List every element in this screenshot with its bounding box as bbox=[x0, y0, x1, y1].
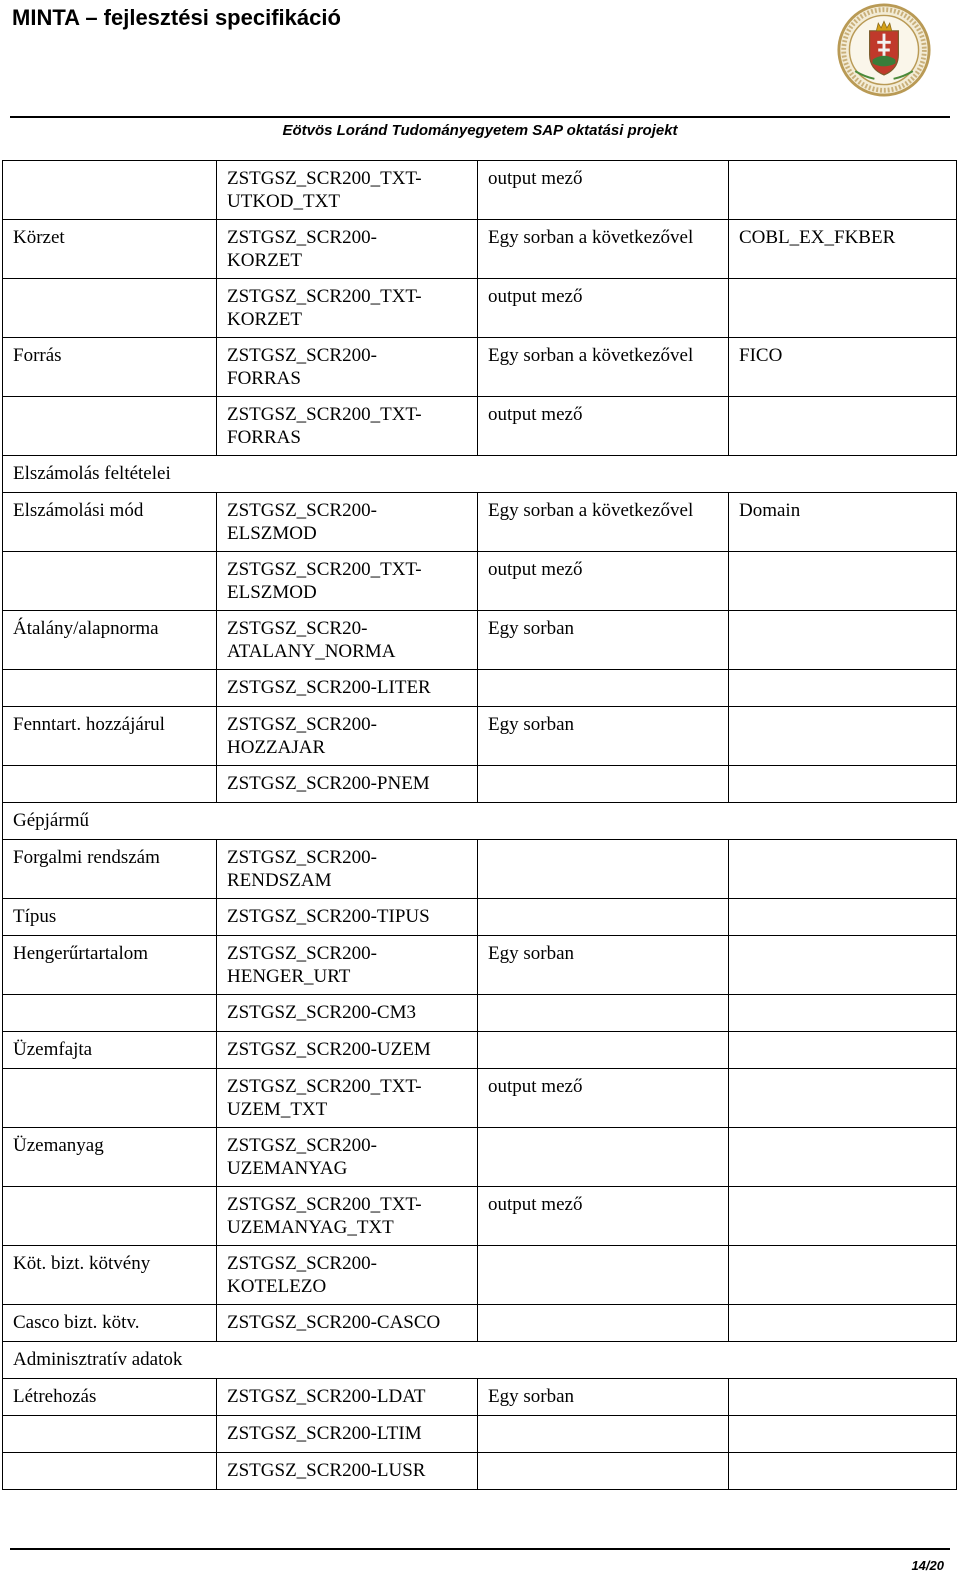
display-cell: Egy sorban bbox=[478, 611, 729, 670]
reference-cell: Domain bbox=[729, 493, 957, 552]
reference-cell bbox=[729, 1379, 957, 1416]
table-row bbox=[3, 1187, 957, 1246]
table-row bbox=[3, 1069, 957, 1128]
display-cell bbox=[478, 1032, 729, 1069]
field-label-cell bbox=[3, 670, 217, 707]
reference-cell bbox=[729, 552, 957, 611]
screen-field-cell: ZSTGSZ_SCR200_TXT- UZEM_TXT bbox=[217, 1069, 478, 1128]
screen-field-cell: ZSTGSZ_SCR200- HOZZAJAR bbox=[217, 707, 478, 766]
display-cell bbox=[478, 995, 729, 1032]
field-label-cell: Létrehozás bbox=[3, 1379, 217, 1416]
section-row bbox=[3, 1342, 957, 1379]
screen-field-cell: ZSTGSZ_SCR200-LITER bbox=[217, 670, 478, 707]
university-seal-icon bbox=[836, 2, 932, 98]
display-cell: Egy sorban bbox=[478, 707, 729, 766]
reference-cell bbox=[729, 1246, 957, 1305]
display-cell: output mező bbox=[478, 552, 729, 611]
table-row bbox=[3, 707, 957, 766]
section-row bbox=[3, 456, 957, 493]
display-cell: output mező bbox=[478, 1069, 729, 1128]
field-label-cell: Körzet bbox=[3, 220, 217, 279]
header-divider bbox=[10, 116, 950, 118]
page-number: 14/20 bbox=[911, 1558, 944, 1573]
screen-field-cell: ZSTGSZ_SCR200-UZEM bbox=[217, 1032, 478, 1069]
table-row bbox=[3, 1305, 957, 1342]
display-cell: Egy sorban bbox=[478, 1379, 729, 1416]
display-cell: output mező bbox=[478, 161, 729, 220]
table-row bbox=[3, 611, 957, 670]
screen-field-cell: ZSTGSZ_SCR200- KOTELEZO bbox=[217, 1246, 478, 1305]
field-label-cell bbox=[3, 1416, 217, 1453]
reference-cell: COBL_EX_FKBER bbox=[729, 220, 957, 279]
table-row bbox=[3, 899, 957, 936]
table-row bbox=[3, 995, 957, 1032]
table-row bbox=[3, 552, 957, 611]
reference-cell bbox=[729, 1069, 957, 1128]
table-row bbox=[3, 1453, 957, 1490]
field-label-cell: Casco bizt. kötv. bbox=[3, 1305, 217, 1342]
display-cell bbox=[478, 1305, 729, 1342]
screen-field-cell: ZSTGSZ_SCR200_TXT- UTKOD_TXT bbox=[217, 161, 478, 220]
reference-cell bbox=[729, 1187, 957, 1246]
display-cell: Egy sorban bbox=[478, 936, 729, 995]
table-row bbox=[3, 397, 957, 456]
table-row bbox=[3, 1416, 957, 1453]
display-cell: output mező bbox=[478, 1187, 729, 1246]
reference-cell bbox=[729, 840, 957, 899]
screen-field-cell: ZSTGSZ_SCR200- ELSZMOD bbox=[217, 493, 478, 552]
field-label-cell bbox=[3, 279, 217, 338]
table-row bbox=[3, 161, 957, 220]
screen-field-cell: ZSTGSZ_SCR200_TXT- FORRAS bbox=[217, 397, 478, 456]
project-subtitle: Eötvös Loránd Tudományegyetem SAP oktatási projekt bbox=[282, 122, 678, 139]
footer-divider bbox=[10, 1548, 950, 1550]
field-label-cell: Forgalmi rendszám bbox=[3, 840, 217, 899]
display-cell bbox=[478, 840, 729, 899]
field-label-cell bbox=[3, 552, 217, 611]
field-specification-table bbox=[2, 160, 957, 1490]
screen-field-cell: ZSTGSZ_SCR20- ATALANY_NORMA bbox=[217, 611, 478, 670]
table-row bbox=[3, 670, 957, 707]
screen-field-cell: ZSTGSZ_SCR200- HENGER_URT bbox=[217, 936, 478, 995]
screen-field-cell: ZSTGSZ_SCR200-TIPUS bbox=[217, 899, 478, 936]
reference-cell bbox=[729, 1416, 957, 1453]
reference-cell bbox=[729, 279, 957, 338]
reference-cell bbox=[729, 1128, 957, 1187]
table-row bbox=[3, 766, 957, 803]
document-title: MINTA – fejlesztési specifikáció bbox=[12, 5, 341, 30]
display-cell bbox=[478, 1416, 729, 1453]
field-label-cell bbox=[3, 1187, 217, 1246]
display-cell: output mező bbox=[478, 279, 729, 338]
reference-cell bbox=[729, 766, 957, 803]
field-label-cell: Fenntart. hozzájárul bbox=[3, 707, 217, 766]
section-row bbox=[3, 803, 957, 840]
display-cell bbox=[478, 1453, 729, 1490]
field-label-cell bbox=[3, 1453, 217, 1490]
display-cell: Egy sorban a következővel bbox=[478, 493, 729, 552]
field-label-cell bbox=[3, 995, 217, 1032]
reference-cell bbox=[729, 707, 957, 766]
table-row bbox=[3, 936, 957, 995]
display-cell bbox=[478, 1246, 729, 1305]
table-row bbox=[3, 840, 957, 899]
screen-field-cell: ZSTGSZ_SCR200-LTIM bbox=[217, 1416, 478, 1453]
section-heading: Gépjármű bbox=[3, 803, 957, 840]
display-cell bbox=[478, 1128, 729, 1187]
display-cell: Egy sorban a következővel bbox=[478, 220, 729, 279]
field-label-cell: Átalány/alapnorma bbox=[3, 611, 217, 670]
section-heading: Adminisztratív adatok bbox=[3, 1342, 957, 1379]
field-label-cell: Elszámolási mód bbox=[3, 493, 217, 552]
screen-field-cell: ZSTGSZ_SCR200- UZEMANYAG bbox=[217, 1128, 478, 1187]
reference-cell bbox=[729, 995, 957, 1032]
screen-field-cell: ZSTGSZ_SCR200- FORRAS bbox=[217, 338, 478, 397]
display-cell bbox=[478, 899, 729, 936]
table-row bbox=[3, 493, 957, 552]
reference-cell bbox=[729, 1032, 957, 1069]
field-label-cell: Üzemfajta bbox=[3, 1032, 217, 1069]
reference-cell: FICO bbox=[729, 338, 957, 397]
reference-cell bbox=[729, 397, 957, 456]
screen-field-cell: ZSTGSZ_SCR200_TXT- ELSZMOD bbox=[217, 552, 478, 611]
screen-field-cell: ZSTGSZ_SCR200-CM3 bbox=[217, 995, 478, 1032]
screen-field-cell: ZSTGSZ_SCR200-LDAT bbox=[217, 1379, 478, 1416]
field-label-cell: Hengerűrtartalom bbox=[3, 936, 217, 995]
reference-cell bbox=[729, 1305, 957, 1342]
field-label-cell: Típus bbox=[3, 899, 217, 936]
reference-cell bbox=[729, 899, 957, 936]
screen-field-cell: ZSTGSZ_SCR200-PNEM bbox=[217, 766, 478, 803]
field-label-cell: Üzemanyag bbox=[3, 1128, 217, 1187]
display-cell: output mező bbox=[478, 397, 729, 456]
table-row bbox=[3, 338, 957, 397]
field-label-cell: Köt. bizt. kötvény bbox=[3, 1246, 217, 1305]
section-heading: Elszámolás feltételei bbox=[3, 456, 957, 493]
screen-field-cell: ZSTGSZ_SCR200-LUSR bbox=[217, 1453, 478, 1490]
reference-cell bbox=[729, 611, 957, 670]
display-cell bbox=[478, 670, 729, 707]
table-row bbox=[3, 279, 957, 338]
screen-field-cell: ZSTGSZ_SCR200- KORZET bbox=[217, 220, 478, 279]
reference-cell bbox=[729, 161, 957, 220]
table-row bbox=[3, 1128, 957, 1187]
reference-cell bbox=[729, 1453, 957, 1490]
table-row bbox=[3, 1032, 957, 1069]
screen-field-cell: ZSTGSZ_SCR200-CASCO bbox=[217, 1305, 478, 1342]
screen-field-cell: ZSTGSZ_SCR200_TXT- UZEMANYAG_TXT bbox=[217, 1187, 478, 1246]
field-label-cell bbox=[3, 766, 217, 803]
screen-field-cell: ZSTGSZ_SCR200_TXT- KORZET bbox=[217, 279, 478, 338]
display-cell: Egy sorban a következővel bbox=[478, 338, 729, 397]
field-label-cell bbox=[3, 397, 217, 456]
table-row bbox=[3, 220, 957, 279]
field-label-cell bbox=[3, 1069, 217, 1128]
table-row bbox=[3, 1379, 957, 1416]
display-cell bbox=[478, 766, 729, 803]
reference-cell bbox=[729, 936, 957, 995]
screen-field-cell: ZSTGSZ_SCR200- RENDSZAM bbox=[217, 840, 478, 899]
field-label-cell: Forrás bbox=[3, 338, 217, 397]
field-label-cell bbox=[3, 161, 217, 220]
reference-cell bbox=[729, 670, 957, 707]
table-row bbox=[3, 1246, 957, 1305]
